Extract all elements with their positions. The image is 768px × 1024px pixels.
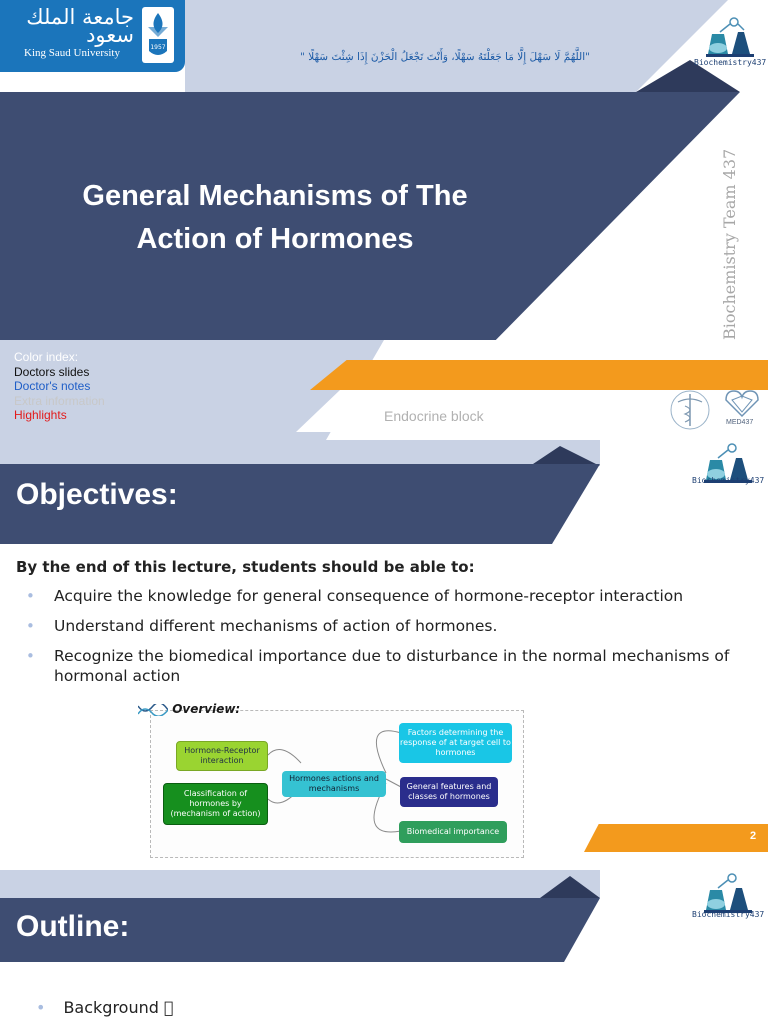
biochemistry-mascot-logo — [692, 440, 766, 496]
overview-node-receptor: Hormone-Receptor interaction — [176, 741, 268, 771]
block-name: Endocrine block — [384, 408, 484, 424]
objectives-slide — [0, 440, 768, 870]
color-index-doctors-notes: Doctor's notes — [14, 379, 91, 393]
overview-diagram — [150, 710, 524, 858]
overview-center-node: Hormones actions and mechanisms — [282, 771, 386, 797]
page-number-bar — [584, 824, 768, 852]
mascot-label: Biochemistry437 — [692, 910, 765, 919]
color-index — [14, 350, 105, 423]
objectives-title: Objectives: — [16, 478, 178, 511]
dark-wedge — [540, 876, 600, 898]
color-index-heading: Color index: — [14, 350, 79, 364]
objective-item: • Recognize the biomedical importance due to disturbance in the normal mechanisms of hormonal action — [24, 646, 744, 686]
objectives-list — [24, 586, 744, 696]
dark-wedge — [530, 446, 600, 466]
mascot-label: Biochemistry437 — [694, 58, 767, 67]
title-slide — [0, 0, 768, 440]
page-number: 2 — [750, 830, 757, 842]
heart-icon — [722, 388, 762, 418]
title-line-1: General Mechanisms of The — [82, 180, 468, 212]
overview-node-features: General features and classes of hormones — [400, 777, 498, 807]
flask-icon — [694, 14, 768, 60]
outline-item — [36, 998, 174, 1017]
outline-item-label: Background — [63, 998, 159, 1017]
arabic-dua: "اللَّهُمَّ لَا سَهْلَ إِلَّا مَا جَعَلْتَهُ سَهْلًا، وَأَنْتَ تَجْعَلُ الْحَزْنَ إِذَا شِئْتَ سَهْلًا " — [300, 51, 590, 63]
outline-slide — [0, 870, 768, 1024]
objective-item: • Understand different mechanisms of action of hormones. — [24, 616, 744, 636]
university-name-english: King Saud University — [24, 47, 120, 59]
outline-title: Outline: — [16, 910, 130, 943]
orange-accent-bar — [310, 360, 768, 390]
overview-node-classification: Classification of hormones by (mechanism of action) — [163, 783, 268, 825]
overview-node-biomedical: Biomedical importance — [399, 821, 507, 843]
color-index-highlights: Highlights — [14, 408, 67, 422]
title-line-2: Action of Hormones — [136, 223, 414, 255]
slide-title — [40, 175, 510, 261]
caduceus-badge-icon — [668, 388, 712, 432]
dna-icon — [138, 704, 168, 716]
objective-item: • Acquire the knowledge for general consequence of hormone-receptor interaction — [24, 586, 744, 606]
bullet-icon: • — [36, 998, 46, 1017]
med437-badge — [722, 388, 762, 432]
mascot-label: Biochemistry437 — [692, 476, 765, 485]
vertical-team-label — [720, 140, 744, 340]
objectives-intro: By the end of this lecture, students should be able to: — [16, 558, 475, 576]
color-index-doctors-slides: Doctors slides — [14, 364, 90, 379]
color-index-extra-info: Extra information — [14, 393, 105, 408]
med437-label: MED437 — [726, 419, 754, 426]
biochemistry-mascot-logo — [692, 870, 766, 926]
light-band — [0, 440, 600, 464]
university-logo — [0, 0, 185, 72]
svg-text:1957: 1957 — [150, 44, 166, 51]
university-seal-icon — [142, 7, 174, 63]
overview-heading — [138, 702, 240, 716]
overview-heading-text: Overview: — [172, 702, 241, 716]
team-name: Biochemistry Team 437 — [720, 148, 739, 340]
university-name-arabic: جامعة الملك سعود — [26, 5, 134, 47]
overview-node-factors: Factors determining the response of at target cell to hormones — [399, 723, 512, 763]
light-band — [0, 870, 600, 898]
biochemistry-mascot-logo — [694, 14, 768, 70]
